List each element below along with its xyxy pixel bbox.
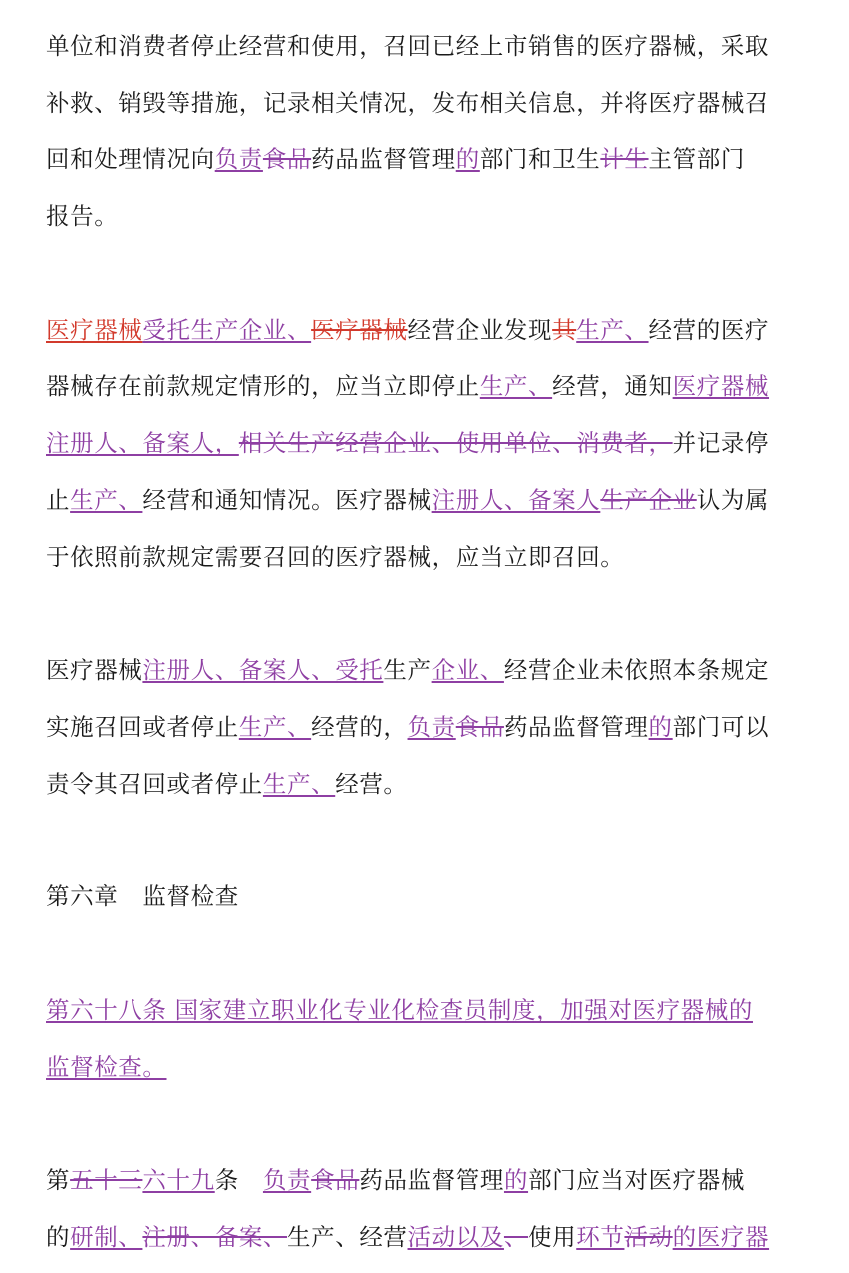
- text-segment: 生产: [383, 656, 432, 684]
- text-segment: 药品监督管理: [311, 145, 456, 173]
- text-line: [46, 993, 806, 1027]
- inserted-text: 活动以及: [407, 1223, 504, 1251]
- deleted-text: 食品: [455, 713, 504, 741]
- text-line: [46, 142, 806, 176]
- deleted-text: 医疗器械: [311, 316, 408, 344]
- deleted-text: 五十三: [70, 1166, 143, 1194]
- inserted-text: 负责: [407, 713, 456, 741]
- deleted-text: 注册、备案、: [142, 1223, 288, 1251]
- inserted-text: 注册人、备案人、受托: [142, 656, 384, 684]
- text-segment: 医疗器械: [46, 656, 143, 684]
- text-segment: 经营企业发现: [407, 316, 553, 344]
- text-segment: 器械存在前款规定情形的，应当立即停止: [46, 372, 480, 400]
- text-line: [46, 1163, 806, 1197]
- inserted-text: 第六十八条 国家建立职业化专业化检查员制度，加强对医疗器械的: [46, 996, 753, 1024]
- inserted-text: 负责: [214, 145, 263, 173]
- deleted-text: 其: [552, 316, 577, 344]
- text-segment: 单位和消费者停止经营和使用，召回已经上市销售的医疗器械，采取: [46, 32, 769, 60]
- inserted-text: 生产、: [70, 486, 143, 514]
- text-segment: 条: [214, 1166, 263, 1194]
- text-segment: 经营的医疗: [648, 316, 770, 344]
- text-line: [46, 29, 806, 63]
- inserted-text: 研制、: [70, 1223, 143, 1251]
- deleted-text: 、: [503, 1223, 529, 1251]
- text-line: [46, 483, 806, 517]
- text-segment: 报告。: [46, 202, 119, 230]
- deleted-text: 相关生产经营企业、使用单位、消费者，: [238, 429, 673, 457]
- text-segment: 认为属: [696, 486, 770, 514]
- deleted-text: 食品: [311, 1166, 360, 1194]
- text-segment: 实施召回或者停止: [46, 713, 239, 741]
- text-segment: 于依照前款规定需要召回的医疗器械，应当立即召回。: [46, 543, 625, 571]
- text-segment: 的: [46, 1223, 71, 1251]
- inserted-text: 企业、: [431, 656, 504, 684]
- inserted-text: 的: [503, 1166, 529, 1194]
- text-segment: 主管部门: [648, 145, 745, 173]
- inserted-text: 的: [455, 145, 480, 173]
- inserted-text: 的医疗器: [672, 1223, 770, 1251]
- deleted-text: 计生: [600, 145, 649, 173]
- text-line: [46, 199, 806, 233]
- text-segment: 药品监督管理: [359, 1166, 504, 1194]
- inserted-text: 生产、: [238, 713, 312, 741]
- text-line: [46, 369, 806, 403]
- inserted-text: 环节: [576, 1223, 625, 1251]
- text-segment: 部门和卫生: [479, 145, 601, 173]
- text-line: [46, 540, 806, 574]
- text-line: [46, 313, 806, 347]
- deleted-text: 活动: [624, 1223, 673, 1251]
- inserted-text: 生产、: [262, 770, 336, 798]
- text-segment: 经营企业未依照本条规定: [503, 656, 770, 684]
- text-segment: 第: [46, 1166, 71, 1194]
- text-segment: 经营，通知: [552, 372, 673, 400]
- inserted-text: 受托生产企业、: [142, 316, 312, 344]
- text-line: [46, 767, 806, 801]
- chapter-heading: [46, 879, 806, 913]
- inserted-text: 医疗器械: [46, 316, 143, 344]
- text-line: [46, 1050, 806, 1084]
- inserted-text: 监督检查。: [46, 1053, 167, 1081]
- deleted-text: 食品: [262, 145, 312, 173]
- text-line: [46, 1220, 806, 1254]
- text-segment: 经营的，: [311, 713, 408, 741]
- text-segment: 止: [46, 486, 71, 514]
- inserted-text: 生产、: [479, 372, 553, 400]
- text-line: [46, 653, 806, 687]
- text-segment: 经营和通知情况。医疗器械: [142, 486, 432, 514]
- text-line: [46, 86, 806, 120]
- text-segment: 第六章 监督检查: [46, 882, 239, 910]
- text-segment: 回和处理情况向: [46, 145, 215, 173]
- inserted-text: 注册人、备案人: [431, 486, 601, 514]
- inserted-text: 注册人、备案人，: [46, 429, 239, 457]
- inserted-text: 生产、: [576, 316, 649, 344]
- text-segment: 使用: [528, 1223, 577, 1251]
- inserted-text: 负责: [262, 1166, 312, 1194]
- text-line: [46, 710, 806, 744]
- text-segment: 药品监督管理: [503, 713, 649, 741]
- text-segment: 并记录停: [672, 429, 770, 457]
- text-segment: 部门可以: [672, 713, 770, 741]
- text-segment: 经营。: [335, 770, 408, 798]
- text-line: [46, 426, 806, 460]
- deleted-text: 生产企业: [600, 486, 697, 514]
- text-segment: 部门应当对医疗器械: [528, 1166, 745, 1194]
- inserted-text: 医疗器械: [672, 372, 770, 400]
- text-segment: 生产、经营: [287, 1223, 408, 1251]
- text-segment: 补救、销毁等措施，记录相关情况，发布相关信息，并将医疗器械召: [46, 89, 769, 117]
- inserted-text: 的: [648, 713, 673, 741]
- inserted-text: 六十九: [142, 1166, 215, 1194]
- text-segment: 责令其召回或者停止: [46, 770, 263, 798]
